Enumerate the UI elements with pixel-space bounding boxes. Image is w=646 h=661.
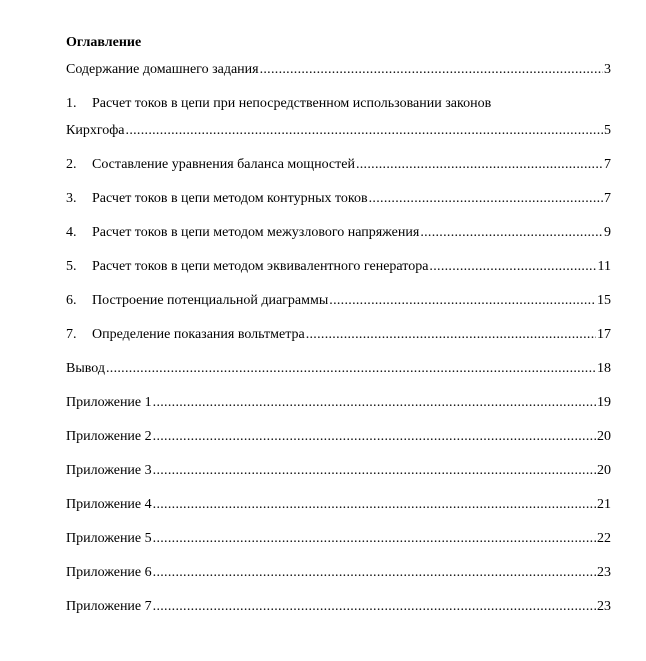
- toc-page-number: 5: [604, 123, 611, 138]
- toc-page-number: 21: [597, 497, 611, 512]
- toc-entry[interactable]: [66, 461, 611, 481]
- table-of-contents: [66, 33, 611, 617]
- toc-page-number: 22: [597, 531, 611, 546]
- toc-page-number: 7: [604, 191, 611, 206]
- toc-entry-number: 2.: [66, 157, 77, 172]
- toc-dot-leader: [429, 257, 596, 277]
- toc-entry[interactable]: [66, 427, 611, 447]
- toc-page-number: 20: [597, 429, 611, 444]
- toc-entry-number: 5.: [66, 259, 77, 274]
- toc-dot-leader: [126, 121, 603, 141]
- toc-entry[interactable]: [66, 291, 611, 311]
- toc-page-number: 7: [604, 157, 611, 172]
- toc-page-number: 20: [597, 463, 611, 478]
- toc-page-number: 15: [597, 293, 611, 308]
- toc-dot-leader: [153, 597, 596, 617]
- toc-dot-leader: [260, 60, 603, 80]
- toc-dot-leader: [153, 563, 596, 583]
- toc-entry-text: Расчет токов в цепи методом эквивалентного генератора: [92, 259, 429, 274]
- toc-entry[interactable]: [66, 223, 611, 243]
- toc-entry-text: Приложение 2: [66, 429, 152, 444]
- toc-page-number: 18: [597, 361, 611, 376]
- toc-entry[interactable]: [66, 529, 611, 549]
- toc-entry-text: Расчет токов в цепи при непосредственном использовании законов: [92, 96, 492, 111]
- toc-entry-number: 4.: [66, 225, 77, 240]
- toc-entry-text: Приложение 6: [66, 565, 152, 580]
- toc-entry[interactable]: [66, 359, 611, 379]
- toc-entry-text: Расчет токов в цепи методом межузлового напряжения: [92, 225, 420, 240]
- toc-entry[interactable]: [66, 60, 611, 80]
- toc-entry-text: Составление уравнения баланса мощностей: [92, 157, 355, 172]
- toc-entry-text: Содержание домашнего задания: [66, 62, 259, 77]
- toc-entry[interactable]: [66, 393, 611, 413]
- toc-entry[interactable]: [66, 325, 611, 345]
- toc-entry-number: 7.: [66, 327, 77, 342]
- toc-dot-leader: [153, 495, 596, 515]
- toc-page-number: 11: [597, 259, 611, 274]
- toc-page-number: 23: [597, 565, 611, 580]
- toc-dot-leader: [356, 155, 603, 175]
- toc-dot-leader: [106, 359, 596, 379]
- toc-entry-text: Расчет токов в цепи методом контурных токов: [92, 191, 368, 206]
- toc-entry-text: Приложение 4: [66, 497, 152, 512]
- toc-page-number: 19: [597, 395, 611, 410]
- toc-entry[interactable]: [66, 257, 611, 277]
- toc-entry-text: Приложение 5: [66, 531, 152, 546]
- toc-entry[interactable]: [66, 495, 611, 515]
- toc-page-number: 3: [604, 62, 611, 77]
- toc-heading: Оглавление: [66, 35, 142, 50]
- toc-entry-text: Вывод: [66, 361, 105, 376]
- toc-dot-leader: [420, 223, 603, 243]
- toc-entry-text-continued: Кирхгофа: [66, 123, 125, 138]
- toc-page-number: 23: [597, 599, 611, 614]
- toc-dot-leader: [153, 393, 596, 413]
- toc-entry-text: Приложение 7: [66, 599, 152, 614]
- toc-entry-text: Построение потенциальной диаграммы: [92, 293, 329, 308]
- toc-entry-number: 6.: [66, 293, 77, 308]
- toc-entry-text: Приложение 1: [66, 395, 152, 410]
- toc-entry[interactable]: [66, 121, 611, 141]
- toc-dot-leader: [153, 427, 596, 447]
- toc-entry-line1[interactable]: [66, 94, 611, 114]
- toc-dot-leader: [153, 461, 596, 481]
- toc-entry[interactable]: [66, 189, 611, 209]
- toc-entry-number: 1.: [66, 96, 77, 111]
- toc-entry[interactable]: [66, 155, 611, 175]
- toc-entry[interactable]: [66, 597, 611, 617]
- toc-entry-text: Определение показания вольтметра: [92, 327, 305, 342]
- toc-entry[interactable]: [66, 563, 611, 583]
- toc-dot-leader: [329, 291, 596, 311]
- toc-page-number: 9: [604, 225, 611, 240]
- toc-page-number: 17: [597, 327, 611, 342]
- toc-dot-leader: [153, 529, 596, 549]
- toc-entry-text: Приложение 3: [66, 463, 152, 478]
- toc-entry-number: 3.: [66, 191, 77, 206]
- toc-dot-leader: [306, 325, 596, 345]
- toc-dot-leader: [369, 189, 603, 209]
